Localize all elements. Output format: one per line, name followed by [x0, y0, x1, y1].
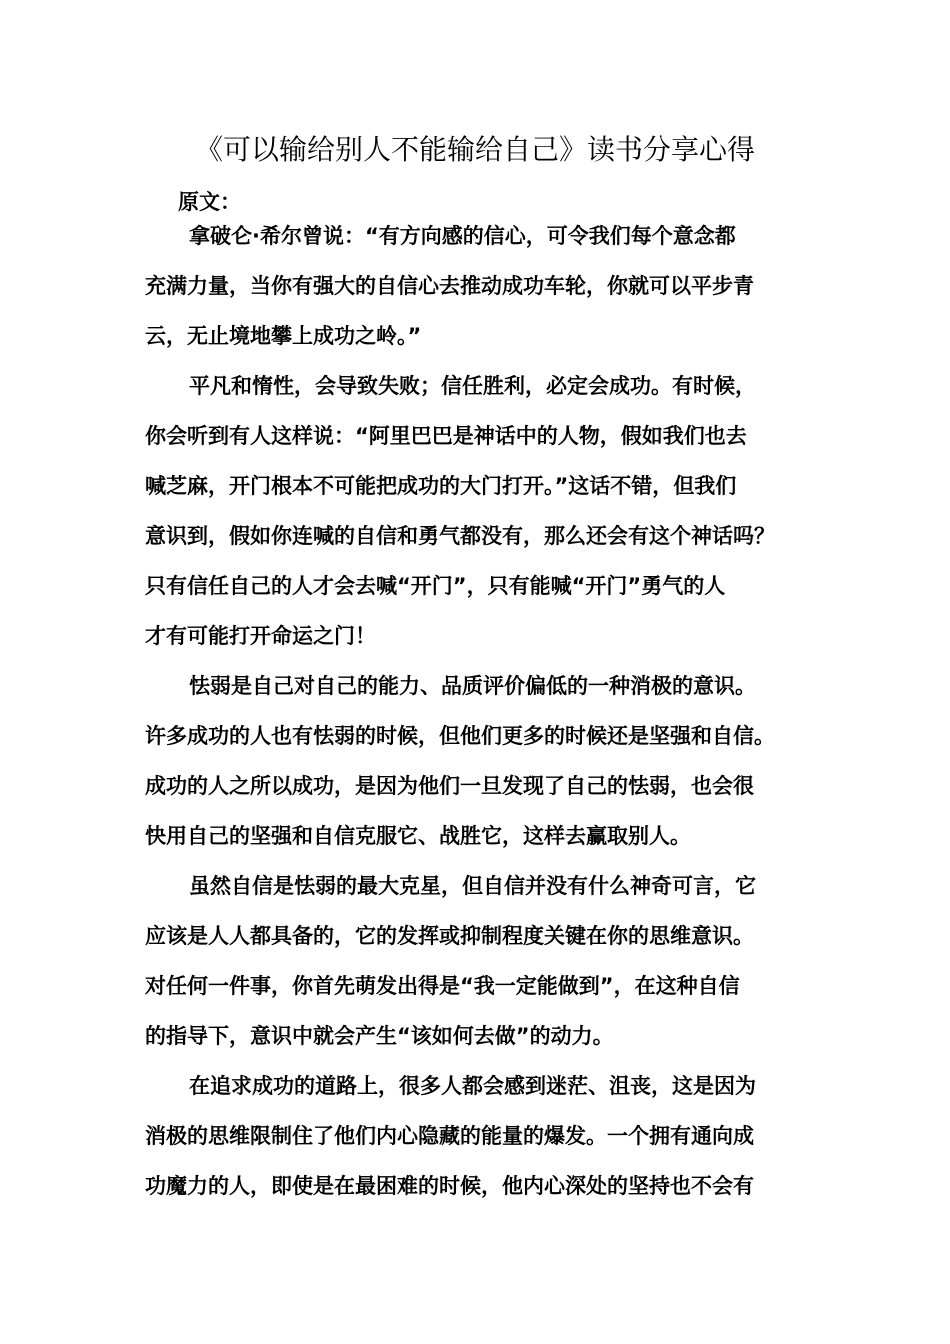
paragraph-line: 意识到，假如你连喊的自信和勇气都没有，那么还会有这个神话吗？ [145, 524, 775, 548]
paragraph-line: 云，无止境地攀上成功之岭。” [145, 324, 422, 348]
paragraph-line: 只有信任自己的人才会去喊“开门”，只有能喊“开门”勇气的人 [145, 574, 726, 598]
paragraph-line: 应该是人人都具备的，它的发挥或抑制程度关键在你的思维意识。 [145, 924, 754, 948]
paragraph-line: 充满力量，当你有强大的自信心去推动成功车轮，你就可以平步青 [145, 274, 754, 298]
paragraph-line: 成功的人之所以成功，是因为他们一旦发现了自己的怯弱，也会很 [145, 774, 754, 798]
paragraph-line: 功魔力的人，即使是在最困难的时候，他内心深处的坚持也不会有 [145, 1174, 754, 1198]
paragraph-line: 平凡和惰性，会导致失败；信任胜利，必定会成功。有时候， [189, 374, 756, 398]
document-body [145, 184, 815, 1218]
paragraph-line: 快用自己的坚强和自信克服它、战胜它，这样去赢取别人。 [145, 824, 691, 848]
paragraph-line: 虽然自信是怯弱的最大克星，但自信并没有什么神奇可言，它 [189, 874, 756, 898]
paragraph-4 [145, 868, 815, 1068]
paragraph-line: 的指导下，意识中就会产生“该如何去做”的动力。 [145, 1024, 614, 1048]
paragraph-3 [145, 668, 815, 868]
paragraph-line: 你会听到有人这样说：“阿里巴巴是神话中的人物，假如我们也去 [145, 424, 747, 448]
paragraph-line: 在追求成功的道路上，很多人都会感到迷茫、沮丧，这是因为 [189, 1074, 756, 1098]
paragraph-2 [145, 368, 815, 668]
paragraph-5 [145, 1068, 815, 1218]
paragraph-line: 怯弱是自己对自己的能力、品质评价偏低的一种消极的意识。 [189, 674, 756, 698]
paragraph-line: 拿破仑·希尔曾说：“有方向感的信心，可令我们每个意念都 [189, 224, 736, 248]
paragraph-line: 许多成功的人也有怯弱的时候，但他们更多的时候还是坚强和自信。 [145, 724, 775, 748]
paragraph-1 [145, 218, 815, 368]
paragraph-line: 喊芝麻，开门根本不可能把成功的大门打开。”这话不错，但我们 [145, 474, 737, 498]
paragraph-line: 对任何一件事，你首先萌发出得是“我一定能做到”，在这种自信 [145, 974, 740, 998]
section-label: 原文： [178, 190, 241, 214]
paragraph-line: 消极的思维限制住了他们内心隐藏的能量的爆发。一个拥有通向成 [145, 1124, 754, 1148]
paragraph-line: 才有可能打开命运之门！ [145, 624, 376, 648]
document-title: 《可以输给别人不能输给自己》读书分享心得 [194, 133, 755, 166]
